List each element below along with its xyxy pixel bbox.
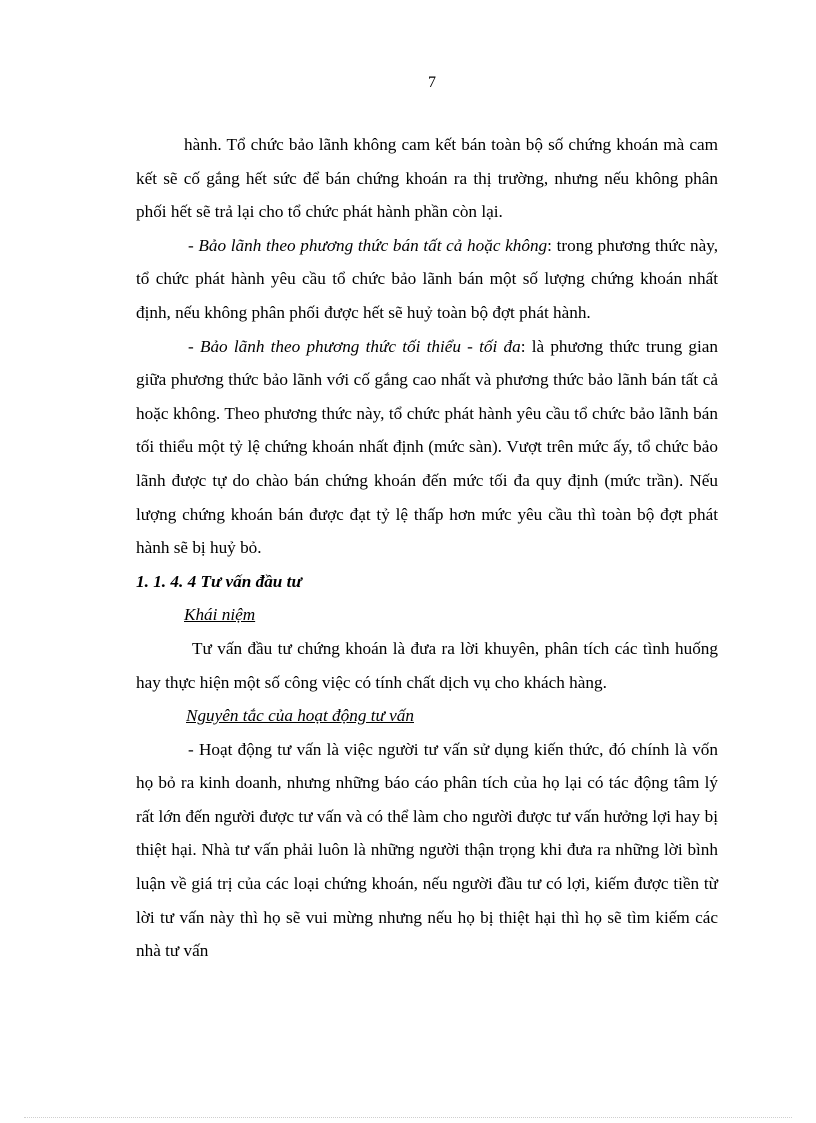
term-min-max: Bảo lãnh theo phương thức tối thiểu - tối đa bbox=[199, 336, 521, 356]
bullet-dash: - bbox=[188, 336, 200, 356]
paragraph-principles: - Hoạt động tư vấn là việc người tư vấn sử dụng kiến thức, đó chính là vốn họ bỏ ra kinh doanh, nhưng những báo cáo phân tích của họ lại có tác động tâm lý rất lớn đến người được tư vấn và có thể làm cho người được tư vấn hưởng lợi hay bị thiệt hại. Nhà tư vấn phải luôn là những người thận trọng khi đưa ra những lời bình luận về giá trị của các loại chứng khoán, nếu người đầu tư có lợi, kiếm được tiền từ lời tư vấn này thì họ sẽ vui mừng nhưng nếu họ bị thiệt hại thì họ sẽ tìm kiếm các nhà tư vấn bbox=[136, 739, 718, 961]
bullet-dash: - bbox=[188, 235, 199, 255]
paragraph-concept: Tư vấn đầu tư chứng khoán là đưa ra lời khuyên, phân tích các tình huống hay thực hiện một số công việc có tính chất dịch vụ cho khách hàng. bbox=[136, 638, 718, 692]
subheading-principles: Nguyên tắc của hoạt động tư vấn bbox=[186, 706, 414, 726]
page-number: 7 bbox=[428, 74, 436, 91]
paragraph-all-or-none bbox=[136, 229, 718, 330]
page-bottom-divider bbox=[24, 1117, 792, 1118]
definition-all-or-none: : trong phương thức này, tổ chức phát hành yêu cầu tổ chức bảo lãnh bán một số lượng chứng khoán nhất định, nếu không phân phối được hết sẽ huỷ toàn bộ đợt phát hành. bbox=[136, 235, 718, 322]
paragraph-min-max bbox=[136, 330, 718, 565]
definition-min-max: : là phương thức trung gian giữa phương thức bảo lãnh với cố gắng cao nhất và phương thức bảo lãnh bán tất cả hoặc không. Theo phương thức này, tổ chức phát hành yêu cầu tổ chức bảo lãnh bán tối thiểu một tỷ lệ chứng khoán nhất định (mức sàn). Vượt trên mức ấy, tổ chức bảo lãnh được tự do chào bán chứng khoán đến mức tối đa quy định (mức trần). Nếu lượng chứng khoán bán được đạt tỷ lệ thấp hơn mức yêu cầu thì toàn bộ đợt phát hành sẽ bị huỷ bỏ. bbox=[136, 336, 718, 558]
section-heading: 1. 1. 4. 4 Tư vấn đầu tư bbox=[136, 571, 302, 591]
document-body bbox=[136, 128, 718, 968]
term-all-or-none: Bảo lãnh theo phương thức bán tất cả hoặc không bbox=[198, 235, 548, 255]
subheading-concept: Khái niệm bbox=[184, 605, 256, 625]
paragraph-underwriting-best-efforts: hành. Tổ chức bảo lãnh không cam kết bán toàn bộ số chứng khoán mà cam kết sẽ cố gắng hết sức để bán chứng khoán ra thị trường, nhưng nếu không phân phối hết sẽ trả lại cho tổ chức phát hành phần còn lại. bbox=[136, 135, 718, 222]
